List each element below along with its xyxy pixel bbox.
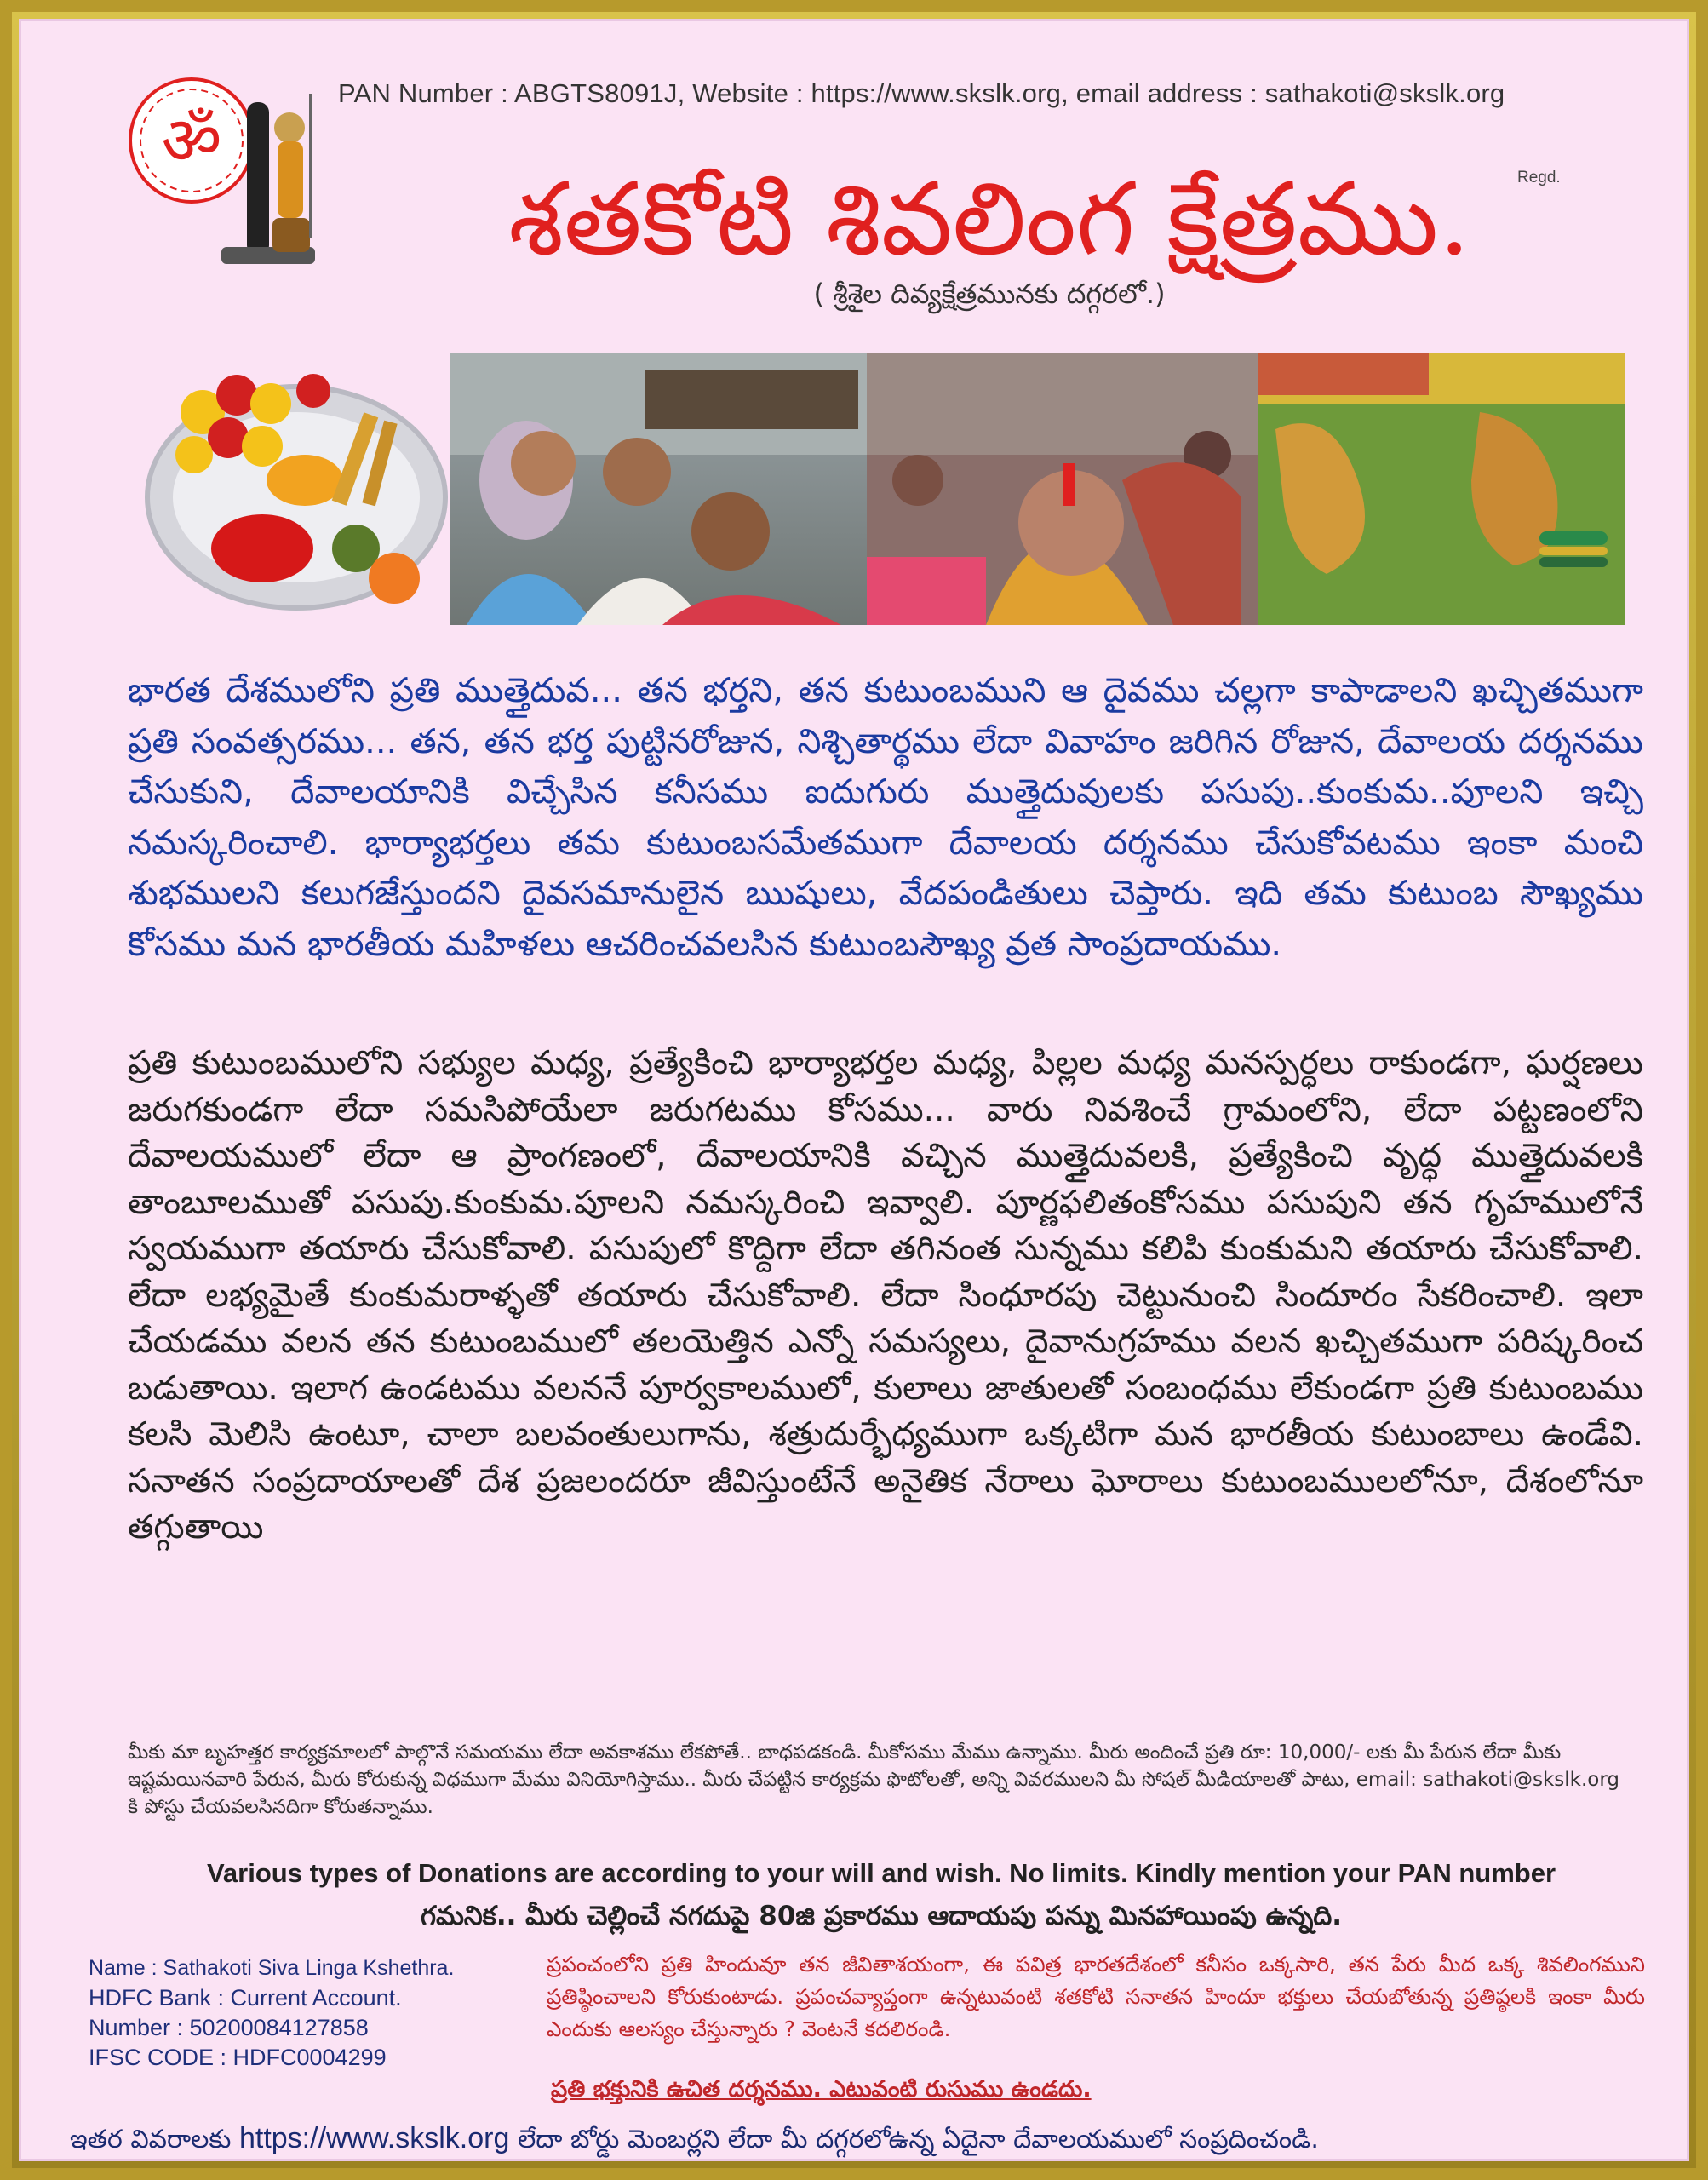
account-name: Name : Sathakoti Siva Linga Kshethra. bbox=[89, 1956, 455, 1980]
donation-line: Various types of Donations are according to your will and wish. No limits. Kindly mention your PAN number bbox=[206, 1858, 1556, 1888]
page-subtitle: ( శ్రీశైల దివ్యక్షేత్రమునకు దగ్గరలో.) bbox=[813, 278, 1166, 310]
puja-plate-photo bbox=[143, 353, 450, 625]
pan-website-email-line: PAN Number : ABGTS8091J, Website : https://www.skslk.org, email address : sathakoti@skslk.org bbox=[338, 78, 1505, 108]
page-title: శతకోటి శివలింగ క్షేత్రము. bbox=[508, 160, 1470, 278]
account-number: Number : 50200084127858 bbox=[89, 2015, 369, 2040]
appeal-paragraph: ప్రపంచంలోని ప్రతి హిందువూ తన జీవితాశయంగా, ఈ పవిత్ర భారతదేశంలో కనీసం ఒక్కసారి, తన పేరు మీద ఒక్క శివలింగముని ప్రతిష్ఠించాలని కోరుకుంటాడు. ప్రపంచవ్యాప్తంగా ఉన్నటువంటి శతకోటి సనాతన హిందూ భక్తులు చేయబోతున్న ప్రతిష్ఠలకి ఇంకా మీరు ఎందుకు ఆలస్యం చేస్తున్నారు ? వెంటనే కదలిరండి. bbox=[547, 1952, 1645, 2041]
footer-suffix: లేదా బోర్డు మెంబర్లని లేదా మీ దగ్గరలోఉన్న ఏదైనా దేవాలయములో సంప్రదించండి. bbox=[517, 2125, 1319, 2154]
bank-name: HDFC Bank : Current Account. bbox=[89, 1985, 402, 2011]
website-link[interactable]: https://www.skslk.org bbox=[238, 2122, 510, 2154]
feet-photo bbox=[1258, 353, 1625, 625]
footer-prefix: ఇతర వివరాలకు bbox=[70, 2125, 232, 2154]
regd-mark: Regd. bbox=[1517, 169, 1561, 186]
poster-page bbox=[19, 19, 1689, 2161]
tradition-paragraph: ప్రతి కుటుంబములోని సభ్యుల మధ్య, ప్రత్యేకించి భార్యాభర్తల మధ్య, పిల్లల మధ్య మనస్పర్ధలు రాకుండగా, ఘర్షణలు జరుగకుండగా లేదా సమసిపోయేలా జరుగటము కోసము... వారు నివశించే గ్రామంలోని, లేదా పట్టణంలోని దేవాలయములో లేదా ఆ ప్రాంగణంలో, దేవాలయానికి వచ్చిన ముత్తైదువలకి, ప్రత్యేకించి వృద్ధ ముత్తైదువలకి తాంబూలముతో పసుపు.కుంకుమ.పూలని నమస్కరించి ఇవ్వాలి. పూర్ణఫలితంకోసము పసుపుని తన గృహములోనే స్వయముగా తయారు చేసుకోవాలి. పసుపులో కొద్దిగా లేదా తగినంత సున్నము కలిపి కుంకుమని తయారు చేసుకోవాలి. లేదా లభ్యమైతే కుంకుమరాళ్ళతో తయారు చేసుకోవాలి. లేదా సింధూరపు చెట్టునుంచి సిందూరం సేకరించాలి. ఇలా చేయడము వలన తన కుటుంబములో తలయెత్తిన ఎన్నో సమస్యలు, దైవానుగ్రహము వలన ఖచ్చితముగా పరిష్కరించ బడుతాయి. ఇలాగ ఉండటము వలననే పూర్వకాలములో, కులాలు జాతులతో సంబంధము లేకుండగా ప్రతి కుటుంబము కలసి మెలిసి ఉంటూ, చాలా బలవంతులుగాను, శత్రుదుర్భేధ్యముగా ఒక్కటిగా మన భారతీయ కుటుంబాలు ఉండేవి. సనాతన సంప్రదాయాలతో దేశ ప్రజలందరూ జీవిస్తుంటేనే అనైతిక నేరాలు ఘోరాలు కుటుంబములలోనూ, దేశంలోనూ తగ్గుతాయి bbox=[128, 1044, 1643, 1546]
footer-line bbox=[70, 2122, 1662, 2160]
intro-paragraph: భారత దేశములోని ప్రతి ముత్తైదువ... తన భర్తని, తన కుటుంబముని ఆ దైవము చల్లగా కాపాడాలని ఖచ్చితముగా ప్రతి సంవత్సరము... తన, తన భర్త పుట్టినరోజున, నిశ్చితార్థము లేదా వివాహం జరిగిన రోజున, దేవాలయ దర్శనము చేసుకుని, దేవాలయానికి విచ్చేసిన కనీసము ఐదుగురు ముత్తైదువులకు పసుపు..కుంకుమ..పూలని ఇచ్చి నమస్కరించాలి. భార్యాభర్తలు తమ కుటుంబసమేతముగా దేవాలయ దర్శనము చేసుకోవటము ఇంకా మంచి శుభములని కలుగజేస్తుందని దైవసమానులైన ఋషులు, వేదపండితులు చెప్తారు. ఇది తమ కుటుంబ సౌఖ్యము కోసము మన భారతీయ మహిళలు ఆచరించవలసిన కుటుంబసౌఖ్య వ్రత సాంప్రదాయము. bbox=[128, 671, 1643, 964]
om-symbol: ॐ bbox=[161, 103, 222, 180]
photo-strip bbox=[143, 353, 1625, 625]
donation-note: మీకు మా బృహత్తర కార్యక్రమాలలో పాల్గొనే సమయము లేదా అవకాశము లేకపోతే.. బాధపడకండి. మీకోసము మేము ఉన్నాము. మీరు అందించే ప్రతి రూ: 10,000/- లకు మీ పేరున లేదా మీకు ఇష్టమయినవారి పేరున, మీరు కోరుకున్న విధముగా మేము వినియోగిస్తాము.. మీరు చేపట్టిన కార్యక్రమ ఫొటోలతో, అన్ని వివరములని మీ సోషల్ మీడియాలతో పాటు, email: sathakoti@skslk.org కి పోస్టు చేయవలసినదిగా కోరుతన్నాము. bbox=[128, 1741, 1619, 1818]
free-darshan-note: ప్రతి భక్తునికి ఉచిత దర్శనము. ఎటువంటి రుసుము ఉండదు. bbox=[551, 2076, 1092, 2103]
tilak-photo-2 bbox=[867, 353, 1258, 625]
tax-exemption-note: గమనిక.. మీరు చెల్లించే నగదుపై 80జి ప్రకారము ఆదాయపు పన్ను మినహాయింపు ఉన్నది. bbox=[421, 1901, 1342, 1931]
om-shiva-logo bbox=[119, 68, 349, 290]
bank-details bbox=[89, 1953, 548, 2073]
ifsc-code: IFSC CODE : HDFC0004299 bbox=[89, 2045, 387, 2070]
tilak-photo-1 bbox=[450, 353, 867, 625]
